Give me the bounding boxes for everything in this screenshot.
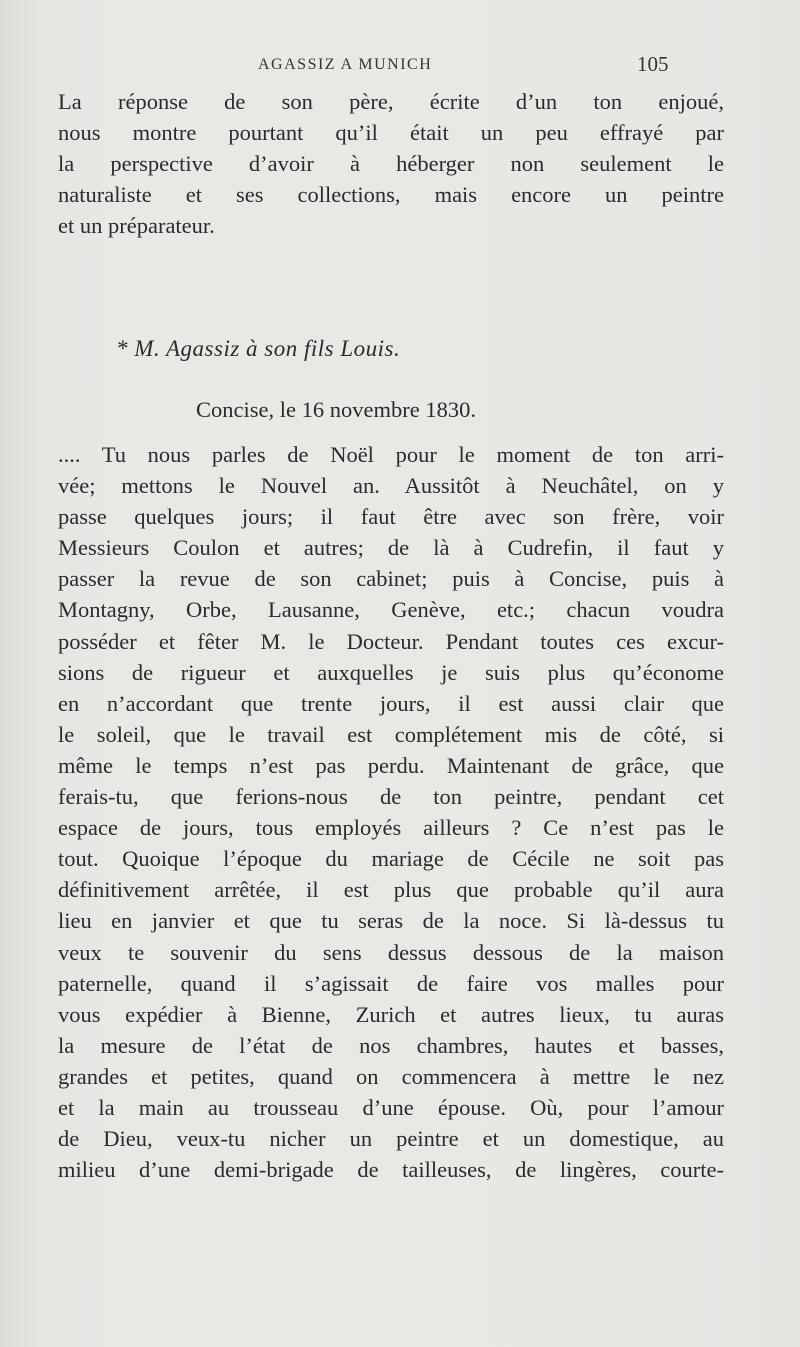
text-line: vée; mettons le Nouvel an. Aussitôt à Neuchâtel, on y (58, 473, 724, 499)
text-line: le soleil, que le travail est complétement mis de côté, si (58, 721, 724, 747)
text-line: posséder et fêter M. le Docteur. Pendant toutes ces excur- (58, 628, 724, 654)
text-line: la mesure de l’état de nos chambres, hautes et basses, (58, 1032, 724, 1058)
text-line: Montagny, Orbe, Lausanne, Genève, etc.; chacun voudra (58, 597, 724, 623)
text-line: grandes et petites, quand on commencera à mettre le nez (58, 1063, 724, 1089)
text-line: espace de jours, tous employés ailleurs ? Ce n’est pas le (58, 815, 724, 841)
text-line: lieu en janvier et que tu seras de la noce. Si là-dessus tu (58, 908, 724, 934)
letter-heading: * M. Agassiz à son fils Louis. (116, 336, 401, 361)
text-line: paternelle, quand il s’agissait de faire vos malles pour (58, 970, 724, 996)
text-line: vous expédier à Bienne, Zurich et autres lieux, tu auras (58, 1001, 724, 1027)
text-line: .... Tu nous parles de Noël pour le moment de ton arri- (58, 442, 724, 467)
text-line: sions de rigueur et auxquelles je suis plus qu’économe (58, 659, 724, 685)
paragraph-intro (58, 86, 724, 241)
letter-body (58, 439, 724, 1185)
page-number: 105 (637, 52, 669, 76)
text-line: la perspective d’avoir à héberger non seulement le (58, 151, 724, 177)
text-line: nous montre pourtant qu’il était un peu effrayé par (58, 120, 724, 146)
text-line: de Dieu, veux-tu nicher un peintre et un domestique, au (58, 1126, 724, 1152)
text-line: et un préparateur. (58, 213, 215, 239)
text-line: veux te souvenir du sens dessus dessous de la maison (58, 939, 724, 965)
text-line: même le temps n’est pas perdu. Maintenant de grâce, que (58, 752, 724, 778)
running-title: AGASSIZ A MUNICH (258, 56, 433, 73)
text-line: en n’accordant que trente jours, il est aussi clair que (58, 690, 724, 716)
text-line: Messieurs Coulon et autres; de là à Cudrefin, il faut y (58, 535, 724, 561)
text-line: ferais-tu, que ferions-nous de ton peintre, pendant cet (58, 784, 724, 810)
text-line: définitivement arrêtée, il est plus que probable qu’il aura (58, 877, 724, 903)
text-line: milieu d’une demi-brigade de tailleuses, de lingères, courte- (58, 1157, 724, 1183)
letter-dateline: Concise, le 16 novembre 1830. (196, 397, 476, 422)
text-line: passe quelques jours; il faut être avec son frère, voir (58, 504, 724, 530)
text-line: naturaliste et ses collections, mais encore un peintre (58, 182, 724, 208)
text-line: tout. Quoique l’époque du mariage de Cécile ne soit pas (58, 846, 724, 872)
text-line: La réponse de son père, écrite d’un ton enjoué, (58, 89, 724, 114)
text-line: et la main au trousseau d’une épouse. Où, pour l’amour (58, 1094, 724, 1120)
text-line: passer la revue de son cabinet; puis à Concise, puis à (58, 566, 724, 592)
